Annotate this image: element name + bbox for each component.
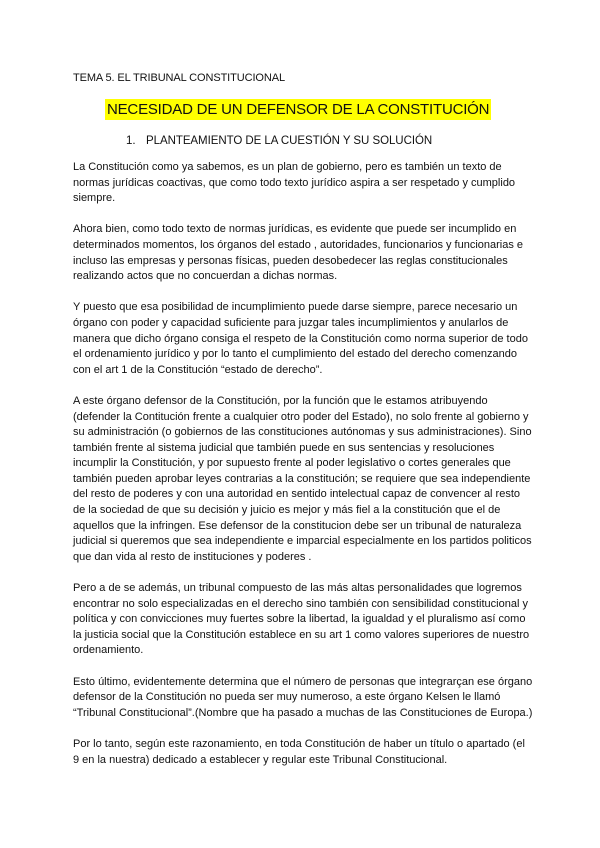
paragraph: Esto último, evidentemente determina que el número de personas que integrarçan ese órgano defensor de la Constitución no pueda ser muy numeroso, a este órgano Kelsen le llamó “Tribunal Constitucional”.(Nombre que ha pasado a muchas de las Constituciones de Europa.) (73, 675, 533, 719)
paragraph: Pero a de se además, un tribunal compuesto de las más altas personalidades que logremos encontrar no solo especializadas en el derecho sino también con sensibilidad constitucional y política y con convicciones muy fuertes sobre la libertad, la igualdad y el pluralismo así como la justicia social que la Constitución establece en su art 1 como valores superiores de nuestro ordenamiento. (73, 582, 530, 657)
body-text (73, 160, 533, 784)
main-title: NECESIDAD DE UN DEFENSOR DE LA CONSTITUCIÓN (107, 101, 490, 118)
paragraph: A este órgano defensor de la Constitución, por la función que le estamos atribuyendo (defender la Contitución frente a cualquier otro poder del Estado), no solo frente al gobierno y su administración (o gobiernos de las constituciones autónomas y sus administraciones). Sino también frente al sistema judicial que también puede en sus sentencias y resoluciones incumplir la Constitución, y por supuesto frente al poder legislativo o cortes generales que también pueden aprobar leyes contrarias a la constitución; se requiere que sea independiente del resto de poderes y con una autoridad en sentido intelectual capaz de convencer al resto de la sociedad de que su decisión y juicio es mejor y más fiel a la constitución que el de aquellos que la infringen. Ese defensor de la constitucion debe ser un tribunal de naturaleza judicial si queremos que sea independiente e imparcial especialmente en los partidos politicos que dan vida al resto de instituciones y poderes . (73, 394, 532, 563)
section-number: 1. (126, 135, 136, 147)
topic-heading: TEMA 5. EL TRIBUNAL CONSTITUCIONAL (73, 72, 285, 84)
section-title: PLANTEAMIENTO DE LA CUESTIÓN Y SU SOLUCIÓN (146, 135, 433, 147)
paragraph: Ahora bien, como todo texto de normas jurídicas, es evidente que puede ser incumplido en determinados momentos, los órganos del estado , autoridades, funcionarios y funcionarias e incluso las empresas y personas físicas, pueden desobedecer las reglas constitucionales realizando actos que no concuerdan a dichas normas. (73, 223, 524, 283)
section-heading (126, 134, 432, 149)
paragraph: Y puesto que esa posibilidad de incumplimiento puede darse siempre, parece necesario un órgano con poder y capacidad suficiente para juzgar tales incumplimientos y anularlos de manera que dicho órgano consiga el respeto de la Constitución como norma superior de todo el ordenamiento jurídico y por lo tanto el cumplimiento del estado del derecho comenzando con el art 1 de la Constitución “estado de derecho”. (73, 301, 528, 376)
paragraph: Por lo tanto, según este razonamiento, en toda Constitución de haber un título o apartado (el 9 en la nuestra) dedicado a establecer y regular este Tribunal Constitucional. (73, 737, 525, 766)
paragraph: La Constitución como ya sabemos, es un plan de gobierno, pero es también un texto de normas jurídicas coactivas, que como todo texto jurídico aspira a ser respetado y cumplido siempre. (73, 161, 516, 205)
